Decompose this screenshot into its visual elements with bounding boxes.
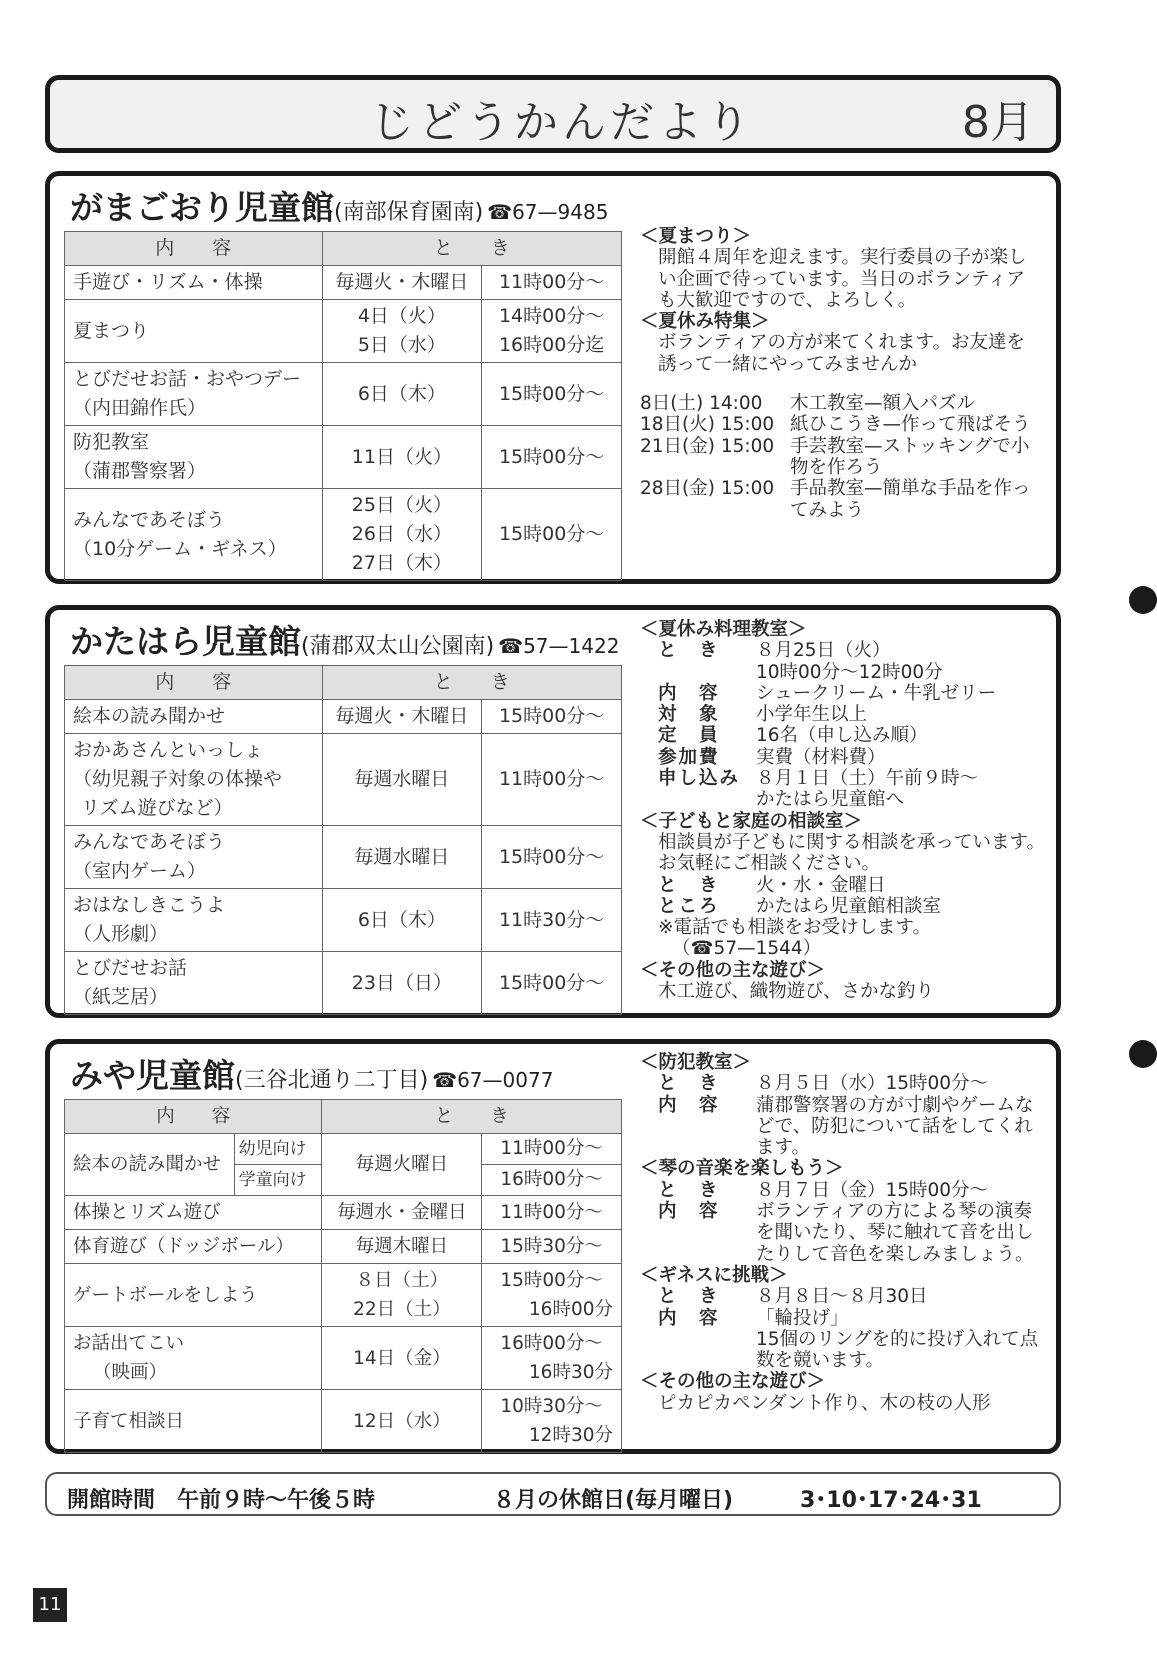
section-header (70, 182, 608, 229)
date-line: 4日（火） (357, 305, 446, 327)
col-header-content: 内 容 (65, 232, 323, 266)
center-location: (三谷北通り二丁目) (235, 1068, 429, 1093)
col-header-time: と き (322, 1100, 622, 1134)
table-row (65, 1134, 622, 1165)
info-value: 16名（申し込み順） (756, 725, 928, 747)
info-row (640, 1308, 1050, 1372)
note-text: ※電話でも相談をお受けします。 (658, 917, 932, 939)
activity-cell: 手遊び・リズム・体操 (65, 266, 323, 300)
note-text: 開館４周年を迎えます。実行委員の子が楽しい企画で待っています。当日のボランティアも大歓迎ですので、よろしく。 (658, 247, 1027, 311)
date-cell: 毎週水曜日 (322, 734, 482, 826)
info-row (640, 1095, 1050, 1159)
table-row (65, 700, 622, 734)
newsletter-month: 8月 (962, 97, 1034, 148)
time-cell: 15時00分～ (482, 363, 622, 426)
note-text: ボランティアの方が来てくれます。お友達を誘って一緒にやってみませんか (658, 332, 1026, 375)
closed-days-label: ８月の休館日(毎月曜日) (493, 1488, 734, 1513)
center-phone: ☎67—0077 (432, 1068, 554, 1092)
note-heading: ＜その他の主な遊び＞ (640, 959, 826, 981)
time-cell: 11時00分～ (482, 734, 622, 826)
info-row (640, 683, 1050, 704)
center-location: (蒲郡双太山公園南) (301, 634, 495, 659)
time-cell (482, 1264, 622, 1327)
activity-cell (65, 489, 323, 581)
col-header-content: 内 容 (65, 666, 323, 700)
note-text: （☎57—1544） (672, 938, 822, 960)
table-row (65, 1196, 622, 1230)
activity-line: （映画） (93, 1362, 168, 1383)
time-line: 12時30分 (528, 1425, 613, 1446)
date-line: 25日（火） (351, 494, 452, 516)
info-value: 火・水・金曜日 (756, 874, 886, 896)
activity-cell (65, 734, 323, 826)
table-row (65, 889, 622, 952)
event-item (640, 478, 1040, 521)
table-row (65, 1264, 622, 1327)
date-line: 26日（水） (351, 523, 452, 545)
date-cell (322, 1264, 482, 1327)
event-item (640, 393, 1040, 414)
event-title: 紙ひこうき—作って飛ばそう (790, 414, 1031, 436)
activity-line: とびだせお話 (73, 957, 188, 979)
info-key: と き (658, 640, 720, 662)
center-name: がまごおり児童館 (70, 188, 334, 227)
time-line: 16時30分 (528, 1362, 613, 1383)
info-value: 蒲郡警察署の方が寸劇やゲームなどで、防犯について話をしてくれます。 (756, 1094, 1034, 1159)
info-value: 10時00分～12時00分 (756, 661, 943, 683)
activity-line: おかあさんといっしょ (73, 739, 264, 761)
activity-line: （室内ゲーム） (73, 860, 207, 882)
date-cell: 毎週火・木曜日 (322, 700, 482, 734)
schedule-table (64, 1099, 622, 1453)
info-row (640, 704, 1050, 725)
info-key: 参加費 (658, 746, 720, 768)
activity-cell (65, 426, 323, 489)
audience-cell: 学童向け (234, 1165, 322, 1196)
note-heading: ＜その他の主な遊び＞ (640, 1371, 826, 1393)
info-row (640, 1286, 1050, 1307)
activity-line: おはなしきこうよ (73, 894, 226, 916)
section-header (70, 616, 619, 663)
info-value: かたはら児童館相談室 (756, 895, 942, 917)
page-number: 11 (33, 1588, 67, 1622)
note-heading: ＜夏休み特集＞ (640, 311, 770, 333)
title-bar (45, 75, 1061, 153)
info-key: 内 容 (658, 1201, 720, 1223)
center-location: (南部保育園南) (334, 200, 484, 225)
newsletter-title: じどうかんだより (370, 97, 754, 148)
activity-line: みんなであそぼう (73, 831, 226, 853)
info-value: 「輪投げ」 (756, 1307, 849, 1329)
time-cell (482, 300, 622, 363)
info-key: と き (658, 874, 720, 896)
info-value: 小学年生以上 (756, 704, 868, 726)
note-heading: ＜防犯教室＞ (640, 1052, 752, 1073)
date-cell: 毎週木曜日 (322, 1230, 482, 1264)
info-row (640, 1201, 1050, 1265)
footer-bar (45, 1472, 1061, 1516)
event-date: 18日(火) 15:00 (640, 414, 775, 436)
note-heading: ＜琴の音楽を楽しもう＞ (640, 1158, 844, 1180)
date-cell: 6日（木） (322, 363, 482, 426)
col-header-time: と き (322, 666, 622, 700)
table-row (65, 734, 622, 826)
date-cell: 23日（日） (322, 952, 482, 1015)
info-key: 内 容 (658, 1094, 720, 1116)
activity-cell (65, 1327, 322, 1390)
center-phone: ☎57—1422 (498, 634, 620, 658)
info-key: 内 容 (658, 682, 720, 704)
event-date: 28日(金) 15:00 (640, 478, 775, 500)
time-cell: 11時00分～ (482, 1134, 622, 1165)
section-gamagori (45, 171, 1061, 584)
activity-line: 防犯教室 (73, 431, 150, 453)
note-heading: ＜子どもと家庭の相談室＞ (640, 810, 863, 832)
opening-hours: 開館時間 午前９時～午後５時 (67, 1488, 376, 1513)
activity-line: （人形劇） (73, 923, 169, 945)
event-item (640, 436, 1040, 479)
time-line: 15時00分～ (500, 1270, 603, 1291)
date-line: 22日（土） (353, 1299, 451, 1320)
center-name: かたはら児童館 (70, 622, 301, 661)
date-line: ８日（土） (355, 1270, 449, 1291)
info-row (640, 1180, 1050, 1201)
note-heading: ＜夏休み料理教室＞ (640, 619, 807, 640)
activity-cell (65, 889, 323, 952)
date-cell: 11日（火） (322, 426, 482, 489)
table-row (65, 1327, 622, 1390)
info-value: ８月７日（金）15時00分～ (756, 1179, 989, 1201)
info-value: ボランティアの方による琴の演奏を聞いたり、琴に触れて音を出したりして音色を楽しみましょう。 (756, 1201, 1034, 1265)
time-cell: 15時00分～ (482, 952, 622, 1015)
binder-hole (1129, 1040, 1157, 1068)
time-cell: 16時00分～ (482, 1165, 622, 1196)
time-line: 16時00分 (528, 1299, 613, 1320)
date-line: 5日（水） (357, 334, 446, 356)
note-text: ピカピカペンダント作り、木の枝の人形 (658, 1392, 991, 1414)
activity-cell (65, 952, 323, 1015)
event-date: 21日(金) 15:00 (640, 435, 775, 457)
info-key: と き (658, 1286, 720, 1308)
date-cell: 6日（木） (322, 889, 482, 952)
audience-cell: 幼児向け (234, 1134, 322, 1165)
col-header-content: 内 容 (65, 1100, 322, 1134)
closed-days: 3･10･17･24･31 (800, 1488, 982, 1513)
time-line: 16時00分迄 (498, 334, 605, 356)
activity-line: とびだせお話・おやつデー (73, 368, 302, 390)
section-header (70, 1050, 553, 1097)
table-row (65, 266, 622, 300)
note-text: 相談員が子どもに関する相談を承っています。お気軽にご相談ください。 (658, 831, 1046, 875)
date-cell: 毎週火曜日 (322, 1134, 482, 1196)
event-title: 手芸教室—ストッキングで小物を作ろう (790, 435, 1030, 478)
info-key: 内 容 (658, 1307, 720, 1329)
schedule-table (64, 231, 622, 581)
date-cell: 毎週火・木曜日 (322, 266, 482, 300)
info-key: 対 象 (658, 704, 720, 726)
schedule-table (64, 665, 622, 1015)
info-key: と き (658, 1179, 720, 1201)
activity-line: （蒲郡警察署） (73, 460, 207, 482)
time-line: 10時30分～ (500, 1396, 603, 1417)
time-cell (482, 1390, 622, 1453)
info-key: ところ (658, 895, 720, 917)
section-katahara (45, 605, 1061, 1018)
binder-hole (1129, 586, 1157, 614)
event-title: 手品教室—簡単な手品を作ってみよう (790, 478, 1031, 521)
info-key: と き (658, 1073, 720, 1095)
activity-line: （内田錦作氏） (73, 397, 207, 419)
info-row (640, 875, 1050, 896)
info-row (640, 896, 1050, 917)
info-key: 定 員 (658, 725, 720, 747)
event-title: 木工教室—額入パズル (790, 393, 976, 415)
activity-line: リズム遊びなど） (81, 797, 233, 819)
info-value: かたはら児童館へ (756, 789, 905, 811)
date-cell: 毎週水・金曜日 (322, 1196, 482, 1230)
time-cell: 11時00分～ (482, 266, 622, 300)
info-row (640, 725, 1050, 746)
center-name: みや児童館 (70, 1056, 235, 1095)
table-row (65, 489, 622, 581)
table-row (65, 1230, 622, 1264)
date-cell (322, 300, 482, 363)
activity-line: お話出てこい (73, 1333, 185, 1354)
time-cell: 11時30分～ (482, 889, 622, 952)
notes-panel (640, 226, 1040, 521)
notes-panel (640, 1052, 1050, 1414)
time-cell: 15時30分～ (482, 1230, 622, 1264)
date-cell: 毎週水曜日 (322, 826, 482, 889)
info-value: 15個のリングを的に投げ入れて点数を競います。 (756, 1328, 1039, 1372)
info-key: 申し込み (658, 768, 741, 790)
activity-cell: 夏まつり (65, 300, 323, 363)
activity-cell: 体育遊び（ドッジボール） (65, 1230, 322, 1264)
info-row (640, 768, 1050, 811)
note-heading: ＜ギネスに挑戦＞ (640, 1264, 788, 1286)
info-row (640, 640, 1050, 683)
table-row (65, 426, 622, 489)
notes-panel (640, 619, 1050, 1002)
date-cell: 14日（金） (322, 1327, 482, 1390)
table-row (65, 826, 622, 889)
date-cell (322, 489, 482, 581)
time-cell: 15時00分～ (482, 426, 622, 489)
info-row (640, 1073, 1050, 1094)
activity-cell: 絵本の読み聞かせ (65, 700, 323, 734)
activity-line: （紙芝居） (73, 986, 169, 1008)
col-header-time: と き (322, 232, 622, 266)
info-value: ８月25日（火） (756, 640, 891, 662)
activity-cell (65, 363, 323, 426)
activity-cell: 絵本の読み聞かせ (65, 1134, 235, 1196)
table-row (65, 1390, 622, 1453)
activity-cell: 子育て相談日 (65, 1390, 322, 1453)
date-cell: 12日（水） (322, 1390, 482, 1453)
table-row (65, 363, 622, 426)
event-item (640, 414, 1040, 435)
table-row (65, 300, 622, 363)
activity-line: （幼児親子対象の体操や (73, 768, 283, 790)
info-value: 実費（材料費） (756, 746, 886, 768)
time-line: 14時00分～ (498, 305, 605, 327)
activity-line: （10分ゲーム・ギネス） (73, 537, 287, 560)
activity-cell: ゲートボールをしよう (65, 1264, 322, 1327)
time-cell: 11時00分～ (482, 1196, 622, 1230)
info-value: シュークリーム・牛乳ゼリー (756, 682, 997, 704)
date-line: 27日（木） (351, 552, 452, 574)
section-miya (45, 1039, 1061, 1454)
activity-line: みんなであそぼう (73, 508, 226, 531)
info-row (640, 747, 1050, 768)
activity-cell (65, 826, 323, 889)
time-cell: 15時00分～ (482, 489, 622, 581)
event-date: 8日(土) 14:00 (640, 393, 763, 415)
center-phone: ☎67—9485 (487, 200, 609, 224)
info-value: ８月５日（水）15時00分～ (756, 1073, 989, 1095)
time-cell: 15時00分～ (482, 826, 622, 889)
time-line: 16時00分～ (500, 1333, 603, 1354)
time-cell (482, 1327, 622, 1390)
activity-cell: 体操とリズム遊び (65, 1196, 322, 1230)
info-value: ８月１日（土）午前９時～ (756, 768, 979, 790)
time-cell: 15時00分～ (482, 700, 622, 734)
info-value: ８月８日～８月30日 (756, 1286, 928, 1308)
note-text: 木工遊び、織物遊び、さかな釣り (658, 981, 935, 1003)
note-heading: ＜夏まつり＞ (640, 226, 752, 247)
table-row (65, 952, 622, 1015)
